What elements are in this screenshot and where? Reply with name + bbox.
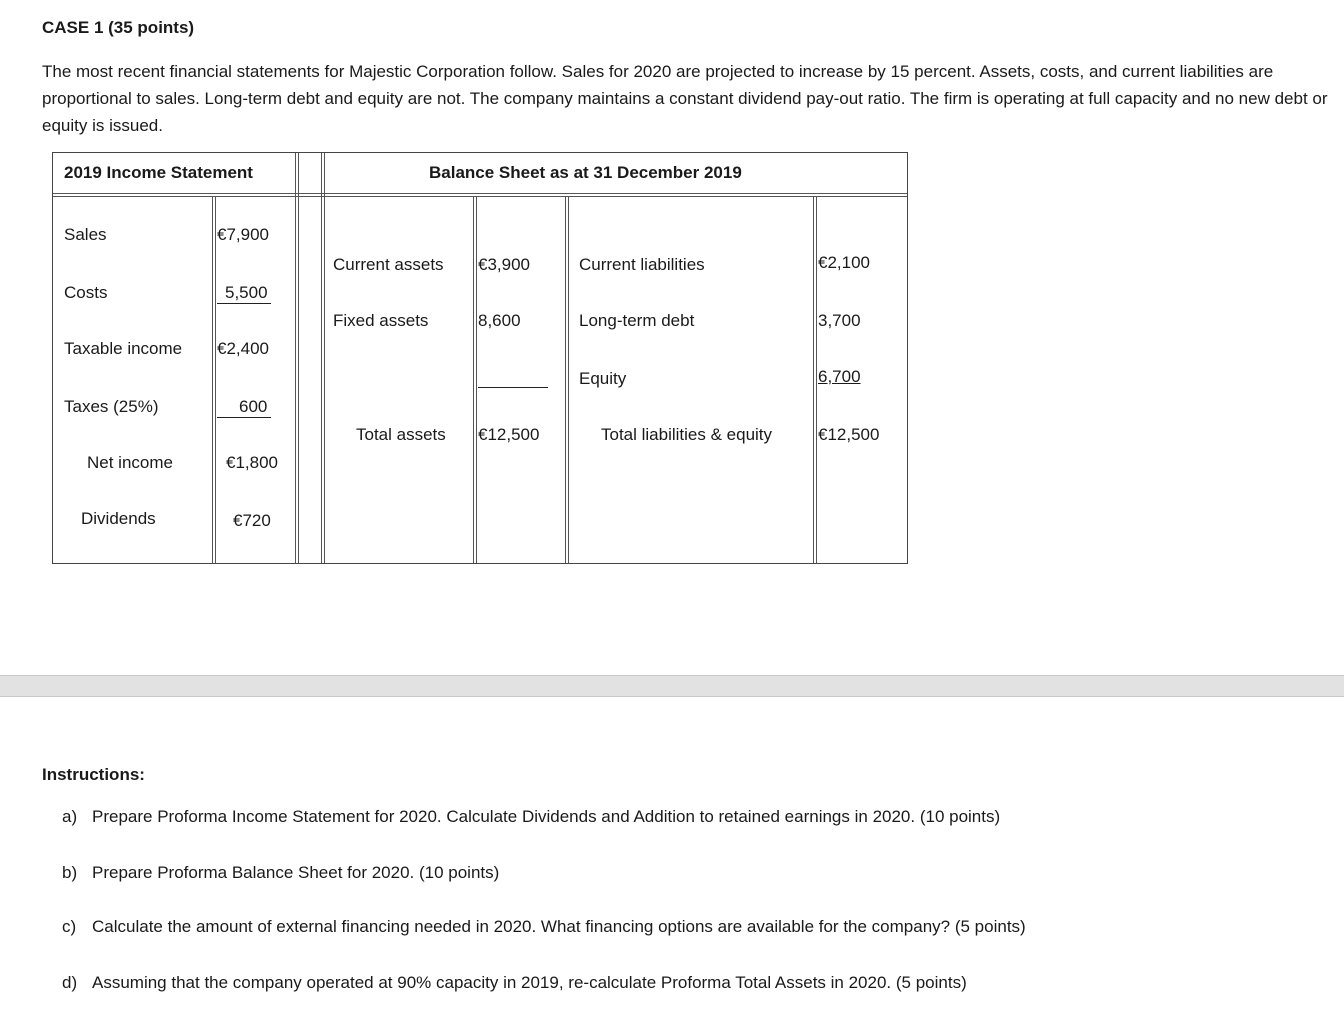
is-value-sales: €7,900 — [217, 225, 269, 244]
instruction-text: Prepare Proforma Income Statement for 2020. Calculate Dividends and Addition to retained earnings in 2020. (10 points) — [92, 807, 1001, 826]
bs-value-total-liabilities-equity: €12,500 — [818, 425, 880, 444]
is-label-taxes: Taxes (25%) — [64, 397, 159, 416]
page-break-divider — [0, 675, 1344, 697]
instructions-heading: Instructions: — [42, 765, 145, 784]
bs-label-current-liabilities: Current liabilities — [579, 255, 705, 274]
is-label-dividends: Dividends — [81, 509, 156, 528]
bs-label-total-assets: Total assets — [356, 425, 446, 444]
is-label-net-income: Net income — [87, 453, 173, 472]
instruction-marker: b) — [62, 863, 78, 882]
instruction-marker: a) — [62, 807, 78, 826]
is-value-taxable-income: €2,400 — [217, 339, 269, 358]
bs-label-long-term-debt: Long-term debt — [579, 311, 695, 330]
is-value-net-income: €1,800 — [226, 453, 278, 472]
is-label-sales: Sales — [64, 225, 107, 244]
is-label-costs: Costs — [64, 283, 108, 302]
instruction-marker: c) — [62, 917, 77, 936]
case-title: CASE 1 (35 points) — [42, 18, 195, 37]
balance-sheet-title: Balance Sheet as at 31 December 2019 — [429, 163, 742, 182]
is-value-dividends: €720 — [233, 511, 271, 530]
instruction-text: Assuming that the company operated at 90% capacity in 2019, re-calculate Proforma Total Assets in 2020. (5 points) — [92, 973, 967, 992]
taxes-underline — [217, 417, 271, 418]
instruction-text: Calculate the amount of external financing needed in 2020. What financing options are available for the company? (5 points) — [92, 917, 1026, 936]
bs-value-equity: 6,700 — [818, 367, 861, 386]
case-intro: The most recent financial statements for Majestic Corporation follow. Sales for 2020 are projected to increase by 15 percent. Assets, costs, and current liabilities are proportional to sales. Long-term debt and equity are not. The company maintains a constant dividend pay-out ratio. The firm is operating at full capacity and no new debt or equity is issued. — [42, 62, 1328, 135]
income-statement-title: 2019 Income Statement — [64, 163, 253, 182]
bs-label-fixed-assets: Fixed assets — [333, 311, 429, 330]
bs-value-current-assets: €3,900 — [478, 255, 530, 274]
bs-value-fixed-assets: 8,600 — [478, 311, 521, 330]
is-value-taxes: 600 — [239, 397, 268, 416]
bs-label-current-assets: Current assets — [333, 255, 444, 274]
bs-value-long-term-debt: 3,700 — [818, 311, 861, 330]
costs-underline — [217, 303, 271, 304]
bs-value-total-assets: €12,500 — [478, 425, 540, 444]
bs-label-total-liabilities-equity: Total liabilities & equity — [601, 425, 773, 444]
is-label-taxable-income: Taxable income — [64, 339, 183, 358]
bs-value-current-liabilities: €2,100 — [818, 253, 870, 272]
instruction-text: Prepare Proforma Balance Sheet for 2020. (10 points) — [92, 863, 500, 882]
assets-total-rule — [478, 387, 548, 388]
is-value-costs: 5,500 — [225, 283, 268, 302]
instruction-marker: d) — [62, 973, 78, 992]
bs-label-equity: Equity — [579, 369, 627, 388]
